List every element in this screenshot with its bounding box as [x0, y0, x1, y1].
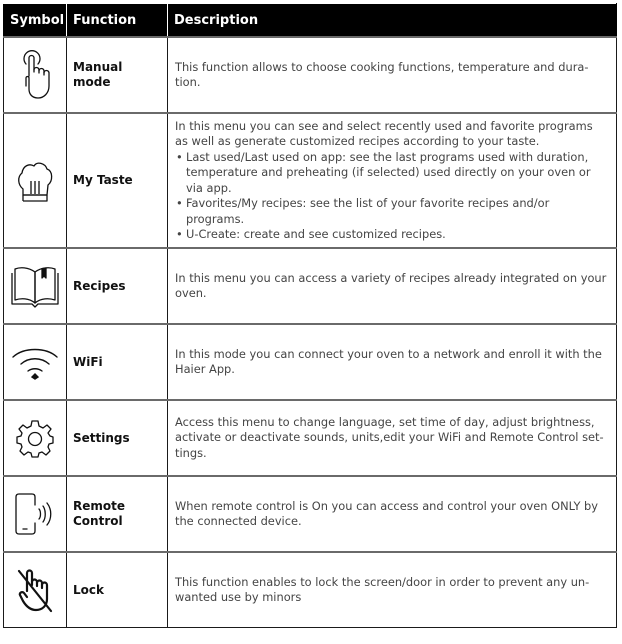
touch-finger-icon — [18, 50, 52, 100]
table-row — [4, 476, 617, 552]
table-row — [4, 552, 617, 628]
symbol-cell — [4, 248, 67, 324]
table-row — [4, 248, 617, 324]
header-function: Function — [67, 4, 168, 38]
lock-hand-icon — [15, 567, 55, 613]
function-name: Lock — [67, 552, 168, 628]
chef-hat-icon — [15, 157, 55, 205]
bullet-item: • Favorites/My recipes: see the list of your favorite recipes and/or programs. — [186, 196, 609, 227]
header-symbol: Symbol — [4, 4, 67, 38]
function-name: WiFi — [67, 324, 168, 400]
gear-icon — [15, 418, 55, 458]
function-description: In this mode you can connect your oven to a network and enroll it with the Haier App. — [168, 324, 617, 400]
table-row — [4, 400, 617, 476]
symbol-cell — [4, 400, 67, 476]
bullet-list — [175, 150, 609, 243]
symbol-cell — [4, 552, 67, 628]
function-description: In this menu you can see and select recently used and favorite programs as well as generate customized recipes according to your taste. — [175, 118, 593, 148]
bullet-item: • Last used/Last used on app: see the last programs used with duration, temperature and preheating (if selected) used directly on your oven or via app. — [186, 150, 609, 197]
symbol-cell — [4, 113, 67, 248]
table-header-row — [4, 4, 617, 38]
function-description-cell — [168, 113, 617, 248]
symbol-cell — [4, 324, 67, 400]
remote-phone-icon — [13, 491, 57, 537]
bullet-item: • U-Create: create and see customized recipes. — [186, 227, 609, 243]
table-row — [4, 113, 617, 248]
open-book-icon — [10, 264, 60, 308]
function-name: My Taste — [67, 113, 168, 248]
function-name: Manual mode — [67, 37, 168, 113]
function-name: Settings — [67, 400, 168, 476]
table-row — [4, 324, 617, 400]
wifi-icon — [10, 342, 60, 382]
function-description: This function allows to choose cooking functions, temperature and dura-tion. — [168, 37, 617, 113]
table-row — [4, 37, 617, 113]
function-description: When remote control is On you can access and control your oven ONLY by the connected device. — [168, 476, 617, 552]
symbol-cell — [4, 476, 67, 552]
function-description: Access this menu to change language, set time of day, adjust brightness, activate or deactivate sounds, units,edit your WiFi and Remote Control set-tings. — [168, 400, 617, 476]
function-name: Recipes — [67, 248, 168, 324]
symbol-cell — [4, 37, 67, 113]
function-description: In this menu you can access a variety of recipes already integrated on your oven. — [168, 248, 617, 324]
function-table — [3, 3, 617, 628]
function-description: This function enables to lock the screen/door in order to prevent any un-wanted use by minors — [168, 552, 617, 628]
function-name: Remote Control — [67, 476, 168, 552]
header-description: Description — [168, 4, 617, 38]
